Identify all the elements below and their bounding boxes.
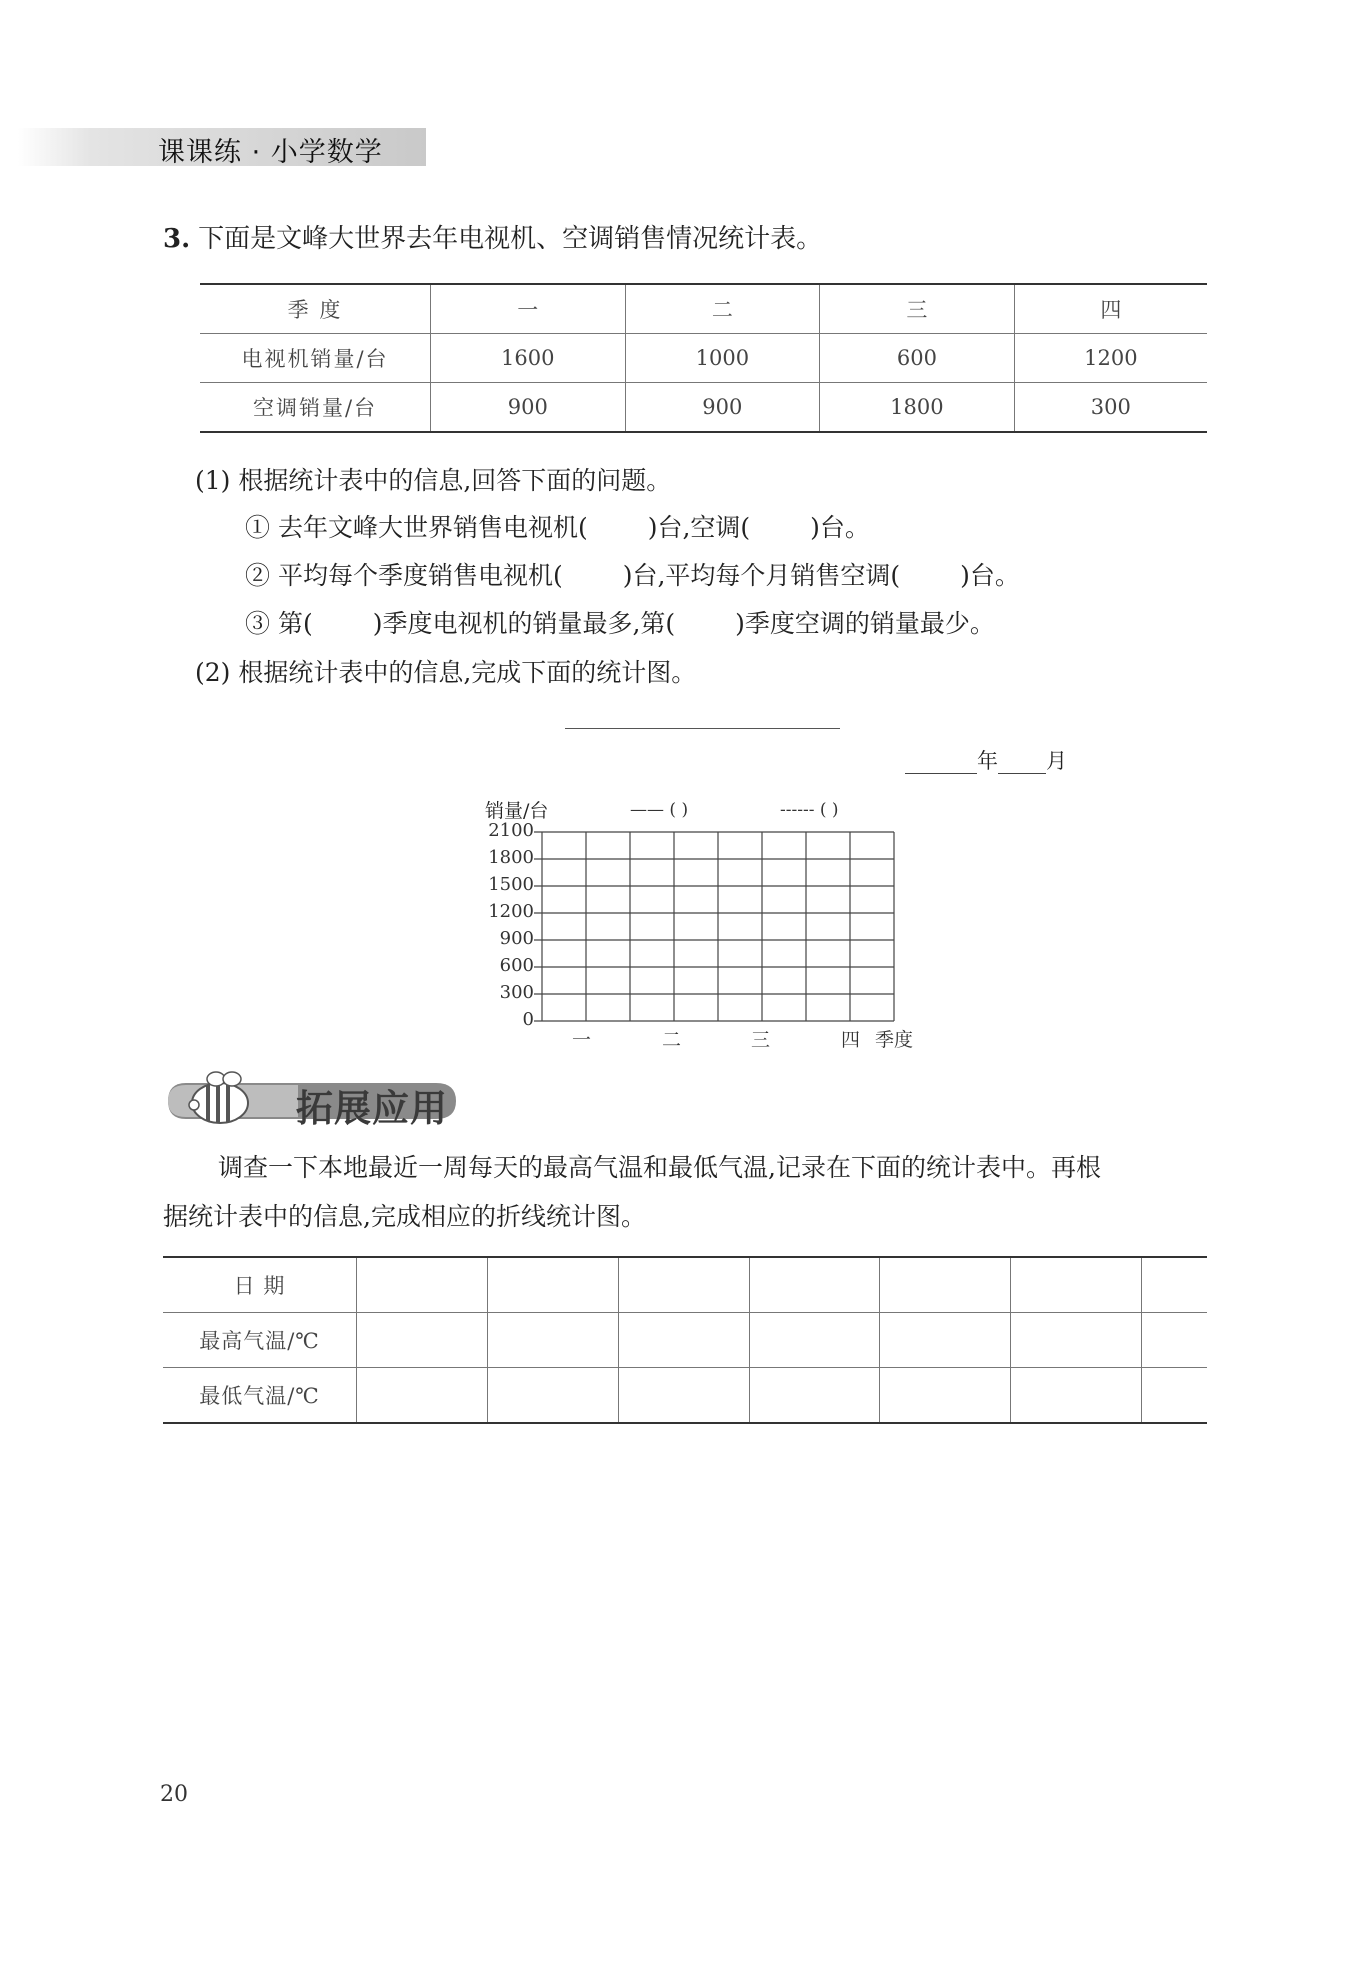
- question-text: 下面是文峰大世界去年电视机、空调销售情况统计表。: [198, 224, 823, 254]
- y-tick-label: 1800: [488, 847, 534, 868]
- year-blank[interactable]: [905, 749, 977, 774]
- table-input-cell[interactable]: [357, 1257, 488, 1313]
- sub-question-1: [245, 508, 870, 544]
- table-cell: 1200: [1014, 334, 1207, 383]
- x-tick-label: 三: [751, 1029, 771, 1051]
- table-input-cell[interactable]: [618, 1257, 749, 1313]
- chart-y-label: 销量/台: [485, 800, 549, 822]
- table-cell: 900: [431, 383, 626, 433]
- table-input-cell[interactable]: [487, 1257, 618, 1313]
- x-tick-label: 二: [662, 1029, 682, 1051]
- question-3: [163, 218, 822, 255]
- y-tick-label: 2100: [488, 820, 534, 841]
- sub-question-2: [245, 556, 1020, 592]
- table-input-cell[interactable]: [487, 1368, 618, 1424]
- bee-icon: [189, 1072, 248, 1123]
- table-cell: 四: [1014, 284, 1207, 334]
- table-cell: 季 度: [200, 284, 431, 334]
- table-input-cell[interactable]: [357, 1313, 488, 1368]
- sub-question-text: )台,平均每个月销售空调(: [622, 561, 901, 590]
- y-tick-label: 0: [522, 1009, 534, 1030]
- table-input-cell[interactable]: [1142, 1313, 1207, 1368]
- y-tick-label: 900: [499, 928, 534, 949]
- part1-intro: (1) 根据统计表中的信息,回答下面的问题。: [195, 466, 672, 495]
- expand-title: 拓展应用: [296, 1087, 448, 1130]
- table-cell: 电视机销量/台: [200, 334, 431, 383]
- table-input-cell[interactable]: [1142, 1257, 1207, 1313]
- table-row: [163, 1368, 1207, 1424]
- table-row: [200, 383, 1207, 433]
- page-number: 20: [160, 1782, 188, 1807]
- header-title: 课课练 · 小学数学: [158, 137, 383, 168]
- table-cell: 二: [625, 284, 820, 334]
- table-input-cell[interactable]: [749, 1313, 880, 1368]
- chart-title-blank[interactable]: [565, 728, 840, 729]
- table-cell: 1000: [625, 334, 820, 383]
- year-label: 年: [977, 749, 998, 773]
- month-blank[interactable]: [998, 749, 1046, 774]
- table-input-cell[interactable]: [1011, 1313, 1142, 1368]
- table-input-cell[interactable]: [880, 1313, 1011, 1368]
- sub-question-text: )季度电视机的销量最多,第(: [372, 609, 676, 638]
- table-input-cell[interactable]: [487, 1313, 618, 1368]
- table-cell: 900: [625, 383, 820, 433]
- sub-question-text: ③ 第(: [245, 609, 313, 638]
- question-number: 3.: [163, 224, 191, 254]
- sub-question-text: )台。: [810, 513, 870, 542]
- chart-date: [905, 745, 1067, 775]
- table-header-row: [200, 284, 1207, 334]
- x-axis-label: 季度: [875, 1029, 914, 1051]
- x-tick-label: 一: [572, 1029, 592, 1051]
- row-header: 最低气温/℃: [163, 1368, 357, 1424]
- sub-question-text: ② 平均每个季度销售电视机(: [245, 561, 563, 590]
- sub-question-text: )季度空调的销量最少。: [735, 609, 995, 638]
- table-input-cell[interactable]: [1142, 1368, 1207, 1424]
- legend-dashed: ------ ( ): [780, 800, 839, 820]
- legend-solid: —— ( ): [630, 800, 689, 820]
- table-cell: 三: [820, 284, 1015, 334]
- month-label: 月: [1046, 749, 1067, 773]
- table-cell: 1600: [431, 334, 626, 383]
- sub-question-text: )台。: [960, 561, 1020, 590]
- table-input-cell[interactable]: [749, 1257, 880, 1313]
- chart-grid[interactable]: [530, 820, 910, 1040]
- table-input-cell[interactable]: [880, 1257, 1011, 1313]
- table-input-cell[interactable]: [618, 1368, 749, 1424]
- sub-question-text: )台,空调(: [647, 513, 751, 542]
- expand-paragraph-line1: 调查一下本地最近一周每天的最高气温和最低气温,记录在下面的统计表中。再根: [218, 1153, 1101, 1182]
- sub-question-text: ① 去年文峰大世界销售电视机(: [245, 513, 588, 542]
- table-row: [200, 334, 1207, 383]
- table-input-cell[interactable]: [618, 1313, 749, 1368]
- table-cell: 300: [1014, 383, 1207, 433]
- x-tick-label: 四: [841, 1029, 861, 1051]
- table-input-cell[interactable]: [357, 1368, 488, 1424]
- expand-paragraph-line2: 据统计表中的信息,完成相应的折线统计图。: [163, 1202, 646, 1231]
- table-cell: 空调销量/台: [200, 383, 431, 433]
- temperature-table: [163, 1256, 1207, 1424]
- table-input-cell[interactable]: [880, 1368, 1011, 1424]
- y-tick-label: 600: [499, 955, 534, 976]
- table-cell: 600: [820, 334, 1015, 383]
- sales-table: [200, 283, 1207, 433]
- y-tick-label: 300: [499, 982, 534, 1003]
- table-input-cell[interactable]: [749, 1368, 880, 1424]
- table-input-cell[interactable]: [1011, 1368, 1142, 1424]
- table-row: [163, 1257, 1207, 1313]
- table-row: [163, 1313, 1207, 1368]
- y-tick-label: 1200: [488, 901, 534, 922]
- table-cell: 一: [431, 284, 626, 334]
- part2-intro: (2) 根据统计表中的信息,完成下面的统计图。: [195, 658, 697, 687]
- table-input-cell[interactable]: [1011, 1257, 1142, 1313]
- row-header: 日 期: [163, 1257, 357, 1313]
- sub-question-3: [245, 604, 995, 640]
- y-tick-label: 1500: [488, 874, 534, 895]
- table-cell: 1800: [820, 383, 1015, 433]
- row-header: 最高气温/℃: [163, 1313, 357, 1368]
